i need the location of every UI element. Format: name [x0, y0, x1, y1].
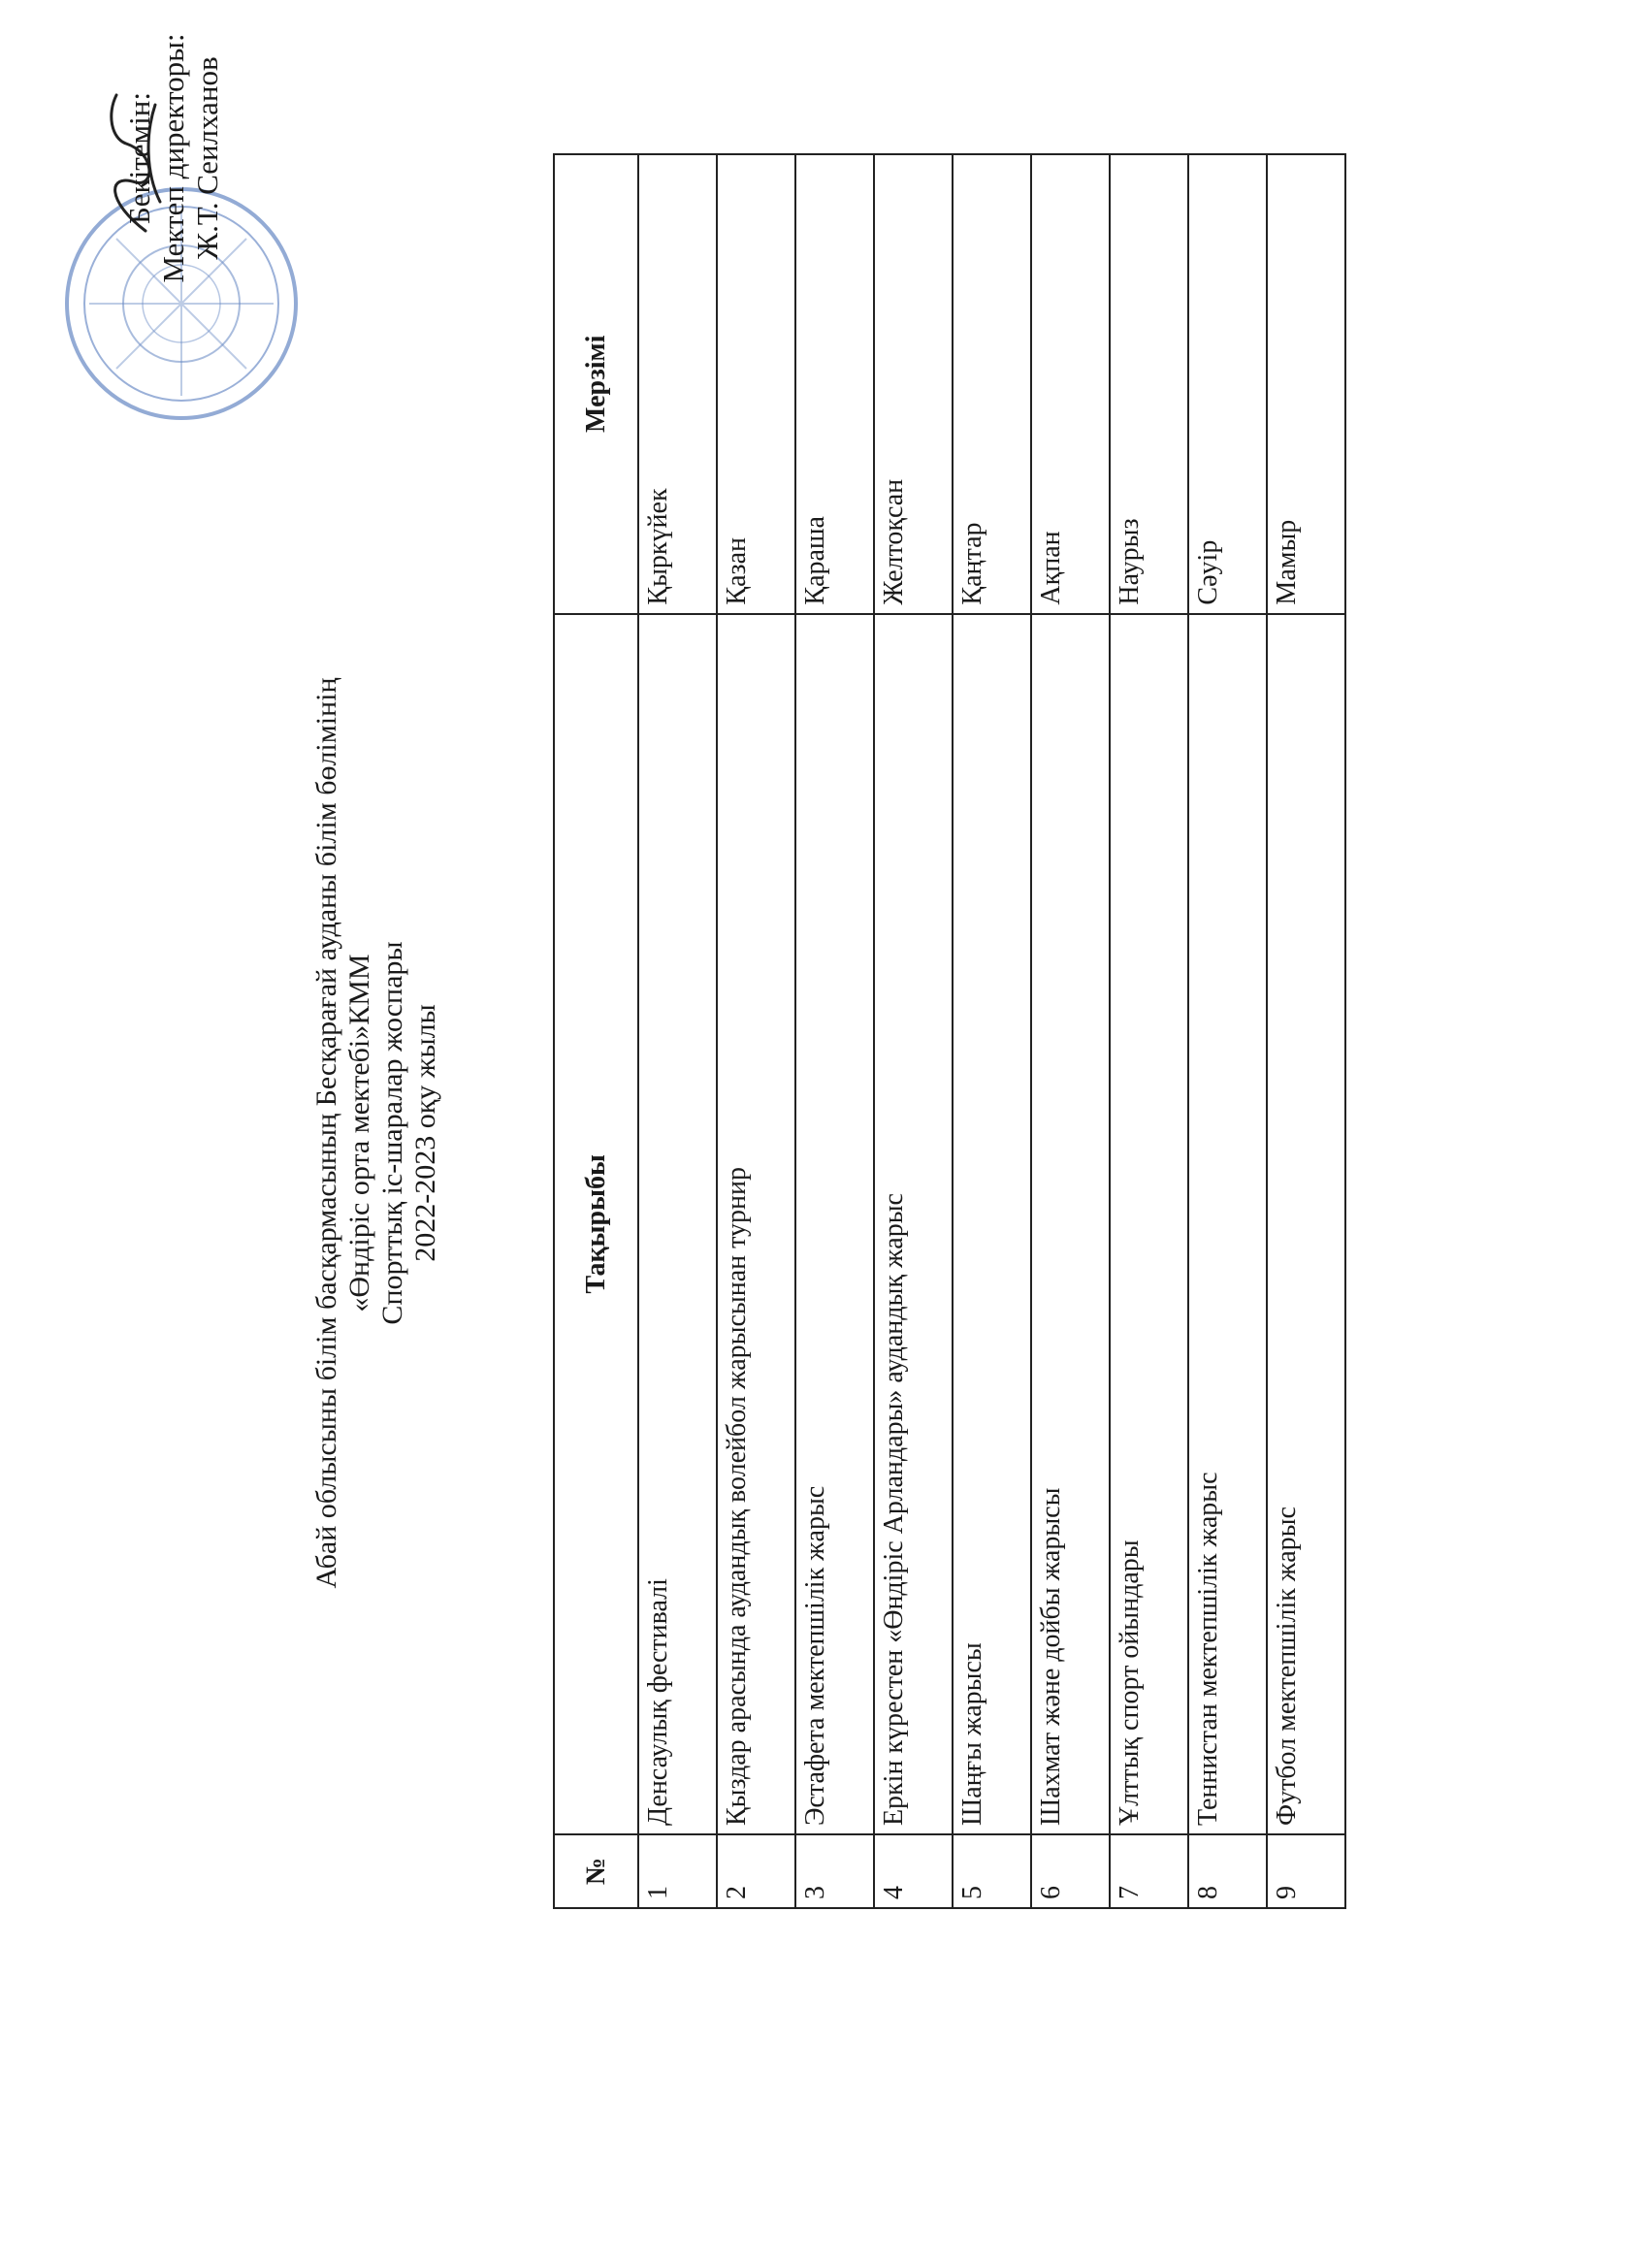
row-topic: Теннистан мектепшілік жарыс	[1188, 614, 1267, 1834]
row-topic: Шахмат және дойбы жарысы	[1031, 614, 1110, 1834]
row-term: Сәуір	[1188, 154, 1267, 614]
row-topic: Қыздар арасында аудандық волейбол жарысынан турнир	[717, 614, 795, 1834]
row-number: 7	[1110, 1834, 1188, 1908]
row-number: 1	[638, 1834, 717, 1908]
row-topic: Еркін күрестен «Өндіріс Арландары» аудандық жарыс	[874, 614, 953, 1834]
row-number: 4	[874, 1834, 953, 1908]
heading-line-3: Спорттық іс-шаралар жоспары	[376, 941, 408, 1325]
row-term: Қаңтар	[953, 154, 1031, 614]
table-row	[795, 154, 874, 1908]
row-number: 5	[953, 1834, 1031, 1908]
heading-line-1: Абай облысыны білім басқармасының Бесқарағай ауданы білім бөлімінің	[310, 677, 342, 1589]
table-row	[874, 154, 953, 1908]
row-term: Наурыз	[1110, 154, 1188, 614]
row-number: 3	[795, 1834, 874, 1908]
row-number: 9	[1267, 1834, 1345, 1908]
table-row	[1188, 154, 1267, 1908]
row-term: Ақпан	[1031, 154, 1110, 614]
table-row	[1267, 154, 1345, 1908]
heading-line-2: «Өндіріс орта мектебі»КММ	[343, 954, 375, 1312]
row-number: 2	[717, 1834, 795, 1908]
table-header-row	[554, 154, 638, 1908]
column-header-number: №	[554, 1834, 638, 1908]
approval-label: Бекітемін:	[122, 92, 156, 224]
row-term: Мамыр	[1267, 154, 1345, 614]
column-header-topic: Тақырыбы	[554, 614, 638, 1834]
row-topic: Ұлттық спорт ойындары	[1110, 614, 1188, 1834]
row-term: Қазан	[717, 154, 795, 614]
row-term: Қараша	[795, 154, 874, 614]
approval-position: Мектеп директоры:	[156, 33, 190, 283]
row-term: Желтоқсан	[874, 154, 953, 614]
row-number: 6	[1031, 1834, 1110, 1908]
heading-line-4: 2022-2023 оқу жылы	[409, 1004, 441, 1262]
table-row	[953, 154, 1031, 1908]
approval-name: Ж.Т. Сеилханов	[190, 56, 224, 260]
row-number: 8	[1188, 1834, 1267, 1908]
row-topic: Денсаулық фестивалі	[638, 614, 717, 1834]
table-row	[638, 154, 717, 1908]
table-row	[1110, 154, 1188, 1908]
row-topic: Шаңғы жарысы	[953, 614, 1031, 1834]
document-heading	[310, 405, 442, 1861]
events-table	[553, 153, 1346, 1909]
approval-block	[122, 0, 224, 318]
row-topic: Футбол мектепшілік жарыс	[1267, 614, 1345, 1834]
table-row	[1031, 154, 1110, 1908]
row-term: Қыркүйек	[638, 154, 717, 614]
column-header-term: Мерзімі	[554, 154, 638, 614]
row-topic: Эстафета мектепшілік жарыс	[795, 614, 874, 1834]
table-row	[717, 154, 795, 1908]
